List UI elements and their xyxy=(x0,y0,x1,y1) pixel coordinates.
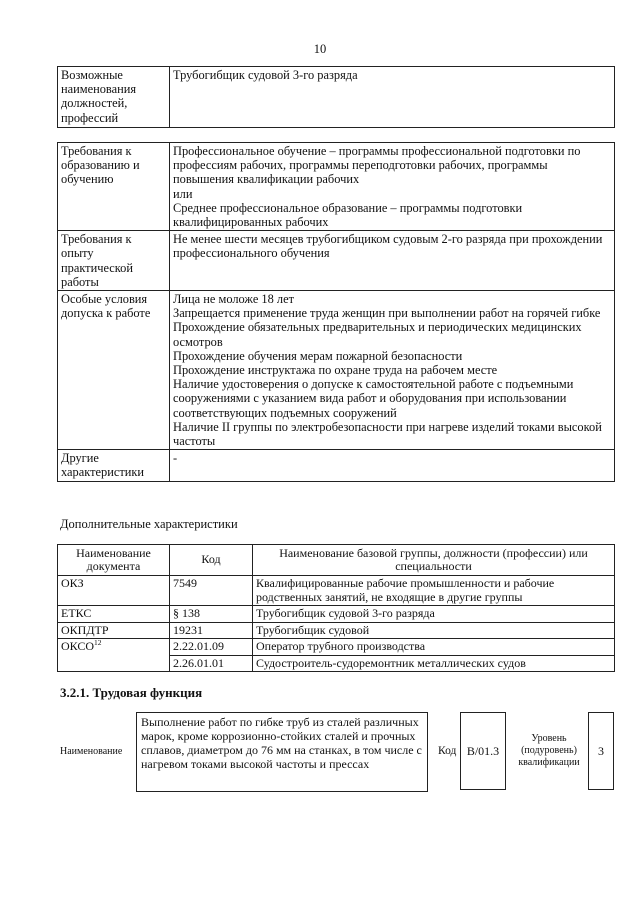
function-code-box xyxy=(460,712,506,790)
doc-name: ОКСО xyxy=(61,639,95,653)
qualification-level-value: 3 xyxy=(598,744,604,758)
column-header: Наименование документа xyxy=(58,545,170,576)
doc-cell xyxy=(58,639,170,672)
name-cell: Оператор трубного производства xyxy=(253,639,615,656)
possible-titles-table xyxy=(57,66,615,128)
special-conditions-label: Особые условия допуска к работе xyxy=(58,291,170,450)
text-line: Прохождение обязательных предварительных и периодических медицинских осмотров xyxy=(173,320,582,349)
text-line: - xyxy=(173,451,178,466)
possible-titles-label: Возможные наименования должностей, профессий xyxy=(58,67,170,128)
text-line: Прохождение обучения мерам пожарной безопасности xyxy=(173,348,463,363)
code-cell: 2.22.01.09 xyxy=(170,639,253,656)
education-value xyxy=(170,143,615,231)
footnote-marker: 12 xyxy=(94,638,102,647)
table-row xyxy=(58,606,615,623)
text-line: Лица не моложе 18 лет xyxy=(173,292,295,307)
code-cell: 19231 xyxy=(170,622,253,639)
table-row xyxy=(58,291,615,450)
doc-cell: ОКПДТР xyxy=(58,622,170,639)
code-cell: § 138 xyxy=(170,606,253,623)
requirements-table xyxy=(57,142,615,482)
text-line: Наличие II группы по электробезопасности при нагреве изделий токами высокой частоты xyxy=(173,419,602,449)
doc-cell: ЕТКС xyxy=(58,606,170,623)
text-line: Не менее шести месяцев трубогибщиком судовым 2-го разряда при прохождении профессионального обучения xyxy=(173,232,603,261)
additional-characteristics-title: Дополнительные характеристики xyxy=(60,517,238,531)
text-line: Наличие удостоверения о допуске к самостоятельной работе с подъемными сооружениями с указанием вида работ и оборудования при использовании соответствующих подъемных сооружений xyxy=(173,377,574,420)
function-code-label: Код xyxy=(438,745,457,757)
name-cell: Судостроитель-судоремонтник металлических судов xyxy=(253,655,615,672)
column-header: Наименование базовой группы, должности (профессии) или специальности xyxy=(253,545,615,576)
page-number: 10 xyxy=(313,42,327,56)
text-line: или xyxy=(173,186,193,201)
qualification-level-box xyxy=(588,712,614,790)
function-name-label: Наименование xyxy=(60,746,123,757)
text-line: Прохождение инструктажа по охране труда на рабочем месте xyxy=(173,363,498,378)
column-header: Код xyxy=(170,545,253,576)
table-row xyxy=(58,639,615,656)
text-line: Среднее профессиональное образование – программы подготовки квалифицированных рабочих xyxy=(173,200,523,230)
qualification-level-label: Уровень (подуровень) квалификации xyxy=(518,733,580,768)
additional-characteristics-table xyxy=(57,544,615,672)
possible-titles-value: Трубогибщик судовой 3-го разряда xyxy=(170,67,615,128)
table-row xyxy=(58,576,615,606)
table-row xyxy=(58,67,615,128)
name-cell: Квалифицированные рабочие промышленности и рабочие родственных занятий, не входящие в другие группы xyxy=(253,576,615,606)
text-line: Профессиональное обучение – программы профессиональной подготовки по профессиям рабочих, программы переподготовки рабочих, программы повышения квалификации рабочих xyxy=(173,144,581,187)
experience-label: Требования к опыту практической работы xyxy=(58,231,170,291)
doc-cell: ОКЗ xyxy=(58,576,170,606)
function-name-box xyxy=(136,712,428,792)
function-code-value: B/01.3 xyxy=(466,744,500,758)
text-line: Запрещается применение труда женщин при выполнении работ на горячей гибке xyxy=(173,306,601,321)
table-row xyxy=(58,450,615,481)
special-conditions-value xyxy=(170,291,615,450)
name-cell: Трубогибщик судовой 3-го разряда xyxy=(253,606,615,623)
name-cell: Трубогибщик судовой xyxy=(253,622,615,639)
code-cell: 2.26.01.01 xyxy=(170,655,253,672)
section-heading: 3.2.1. Трудовая функция xyxy=(60,685,203,700)
experience-value xyxy=(170,231,615,291)
table-row xyxy=(58,143,615,231)
education-label: Требования к образованию и обучению xyxy=(58,143,170,231)
table-header-row xyxy=(58,545,615,576)
table-row xyxy=(58,231,615,291)
other-characteristics-value xyxy=(170,450,615,481)
table-row xyxy=(58,622,615,639)
function-name-value: Выполнение работ по гибке труб из сталей различных марок, кроме коррозионно-стойких сталей и прочных сплавов, диаметром до 76 мм на станках, в том числе с нагревом токами высокой частоты и прессах xyxy=(141,715,422,771)
other-characteristics-label: Другие характеристики xyxy=(58,450,170,481)
code-cell: 7549 xyxy=(170,576,253,606)
